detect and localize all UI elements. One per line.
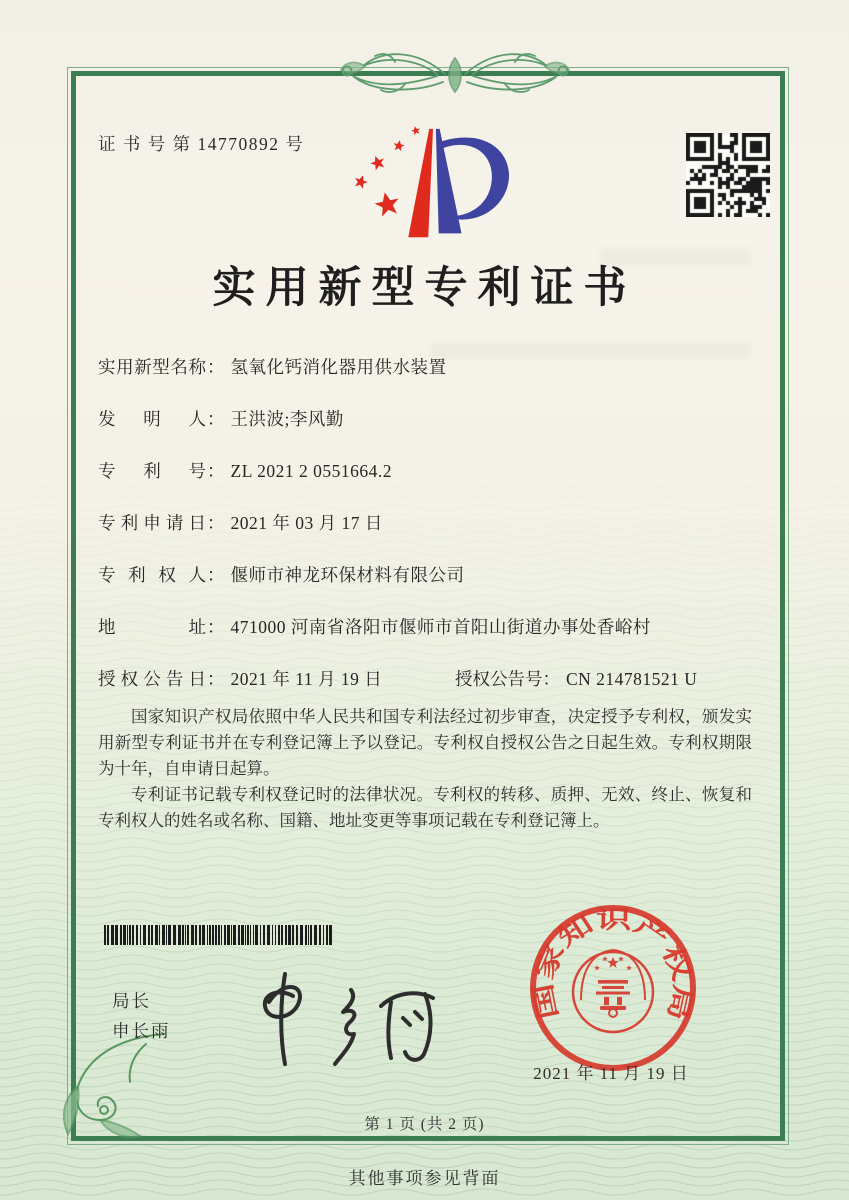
officer-title: 局长 — [112, 991, 151, 1011]
legal-paragraph-1: 国家知识产权局依照中华人民共和国专利法经过初步审查，决定授予专利权，颁发实用新型专利证书并在专利登记簿上予以登记。专利权自授权公告之日起生效。专利权期限为十年，自申请日起算。 — [98, 707, 752, 778]
page-number: 第 1 页 (共 2 页) — [364, 1116, 485, 1133]
official-seal — [524, 900, 702, 1078]
certificate-number: 证 书 号 第 14770892 号 — [98, 134, 305, 154]
field-value: 2021 年 11 月 19 日 — [230, 669, 383, 689]
field-label: 专利号 — [98, 461, 206, 481]
seal-date: 2021 年 11 月 19 日 — [533, 1064, 689, 1083]
field-row-address: 地址： 471000 河南省洛阳市偃师市首阳山街道办事处香峪村 — [98, 614, 758, 666]
cnipa-logo — [338, 116, 528, 252]
seal-ring-text: 国家知识产权局 — [531, 906, 696, 1022]
qr-code — [686, 133, 770, 217]
field-grant-number: 授权公告号： CN 214781521 U — [455, 669, 698, 689]
field-value: 偃师市神龙环保材料有限公司 — [230, 565, 465, 585]
field-label: 授权公告号 — [455, 669, 543, 689]
signature — [233, 958, 468, 1073]
field-label: 专利权人 — [98, 565, 206, 585]
field-label: 发明人 — [98, 409, 206, 429]
field-row-inventor: 发明人： 王洪波;李风勤 — [98, 406, 758, 458]
field-label: 授权公告日 — [98, 669, 206, 689]
field-row-patent-no: 专利号： ZL 2021 2 0551664.2 — [98, 458, 758, 510]
field-value: 氢氧化钙消化器用供水装置 — [230, 357, 447, 377]
officer-block — [112, 986, 171, 1046]
field-row-patentee: 专利权人： 偃师市神龙环保材料有限公司 — [98, 562, 758, 614]
field-value: ZL 2021 2 0551664.2 — [230, 461, 392, 481]
field-list — [98, 354, 758, 718]
field-row-filing-date: 专利申请日： 2021 年 03 月 17 日 — [98, 510, 758, 562]
field-row-grant-date: 授权公告日： 2021 年 11 月 19 日 授权公告号： CN 214781521 U — [98, 666, 758, 718]
field-value: 2021 年 03 月 17 日 — [230, 513, 383, 533]
top-flourish-ornament — [295, 40, 615, 98]
back-note: 其他事项参见背面 — [348, 1169, 501, 1188]
field-label: 地址 — [98, 617, 206, 637]
barcode — [104, 925, 338, 945]
legal-paragraph-2: 专利证书记载专利权登记时的法律状况。专利权的转移、质押、无效、终止、恢复和专利权人的姓名或名称、国籍、地址变更等事项记载在专利登记簿上。 — [98, 785, 752, 830]
field-label: 实用新型名称 — [98, 357, 206, 377]
field-value: CN 214781521 U — [566, 669, 698, 689]
field-value: 王洪波;李风勤 — [230, 409, 344, 429]
officer-name: 申长雨 — [112, 1021, 171, 1041]
field-row-name: 实用新型名称： 氢氧化钙消化器用供水装置 — [98, 354, 758, 406]
certificate-title: 实用新型专利证书 — [212, 265, 637, 312]
field-value: 471000 河南省洛阳市偃师市首阳山街道办事处香峪村 — [230, 617, 651, 637]
field-label: 专利申请日 — [98, 513, 206, 533]
legal-text — [98, 704, 752, 834]
